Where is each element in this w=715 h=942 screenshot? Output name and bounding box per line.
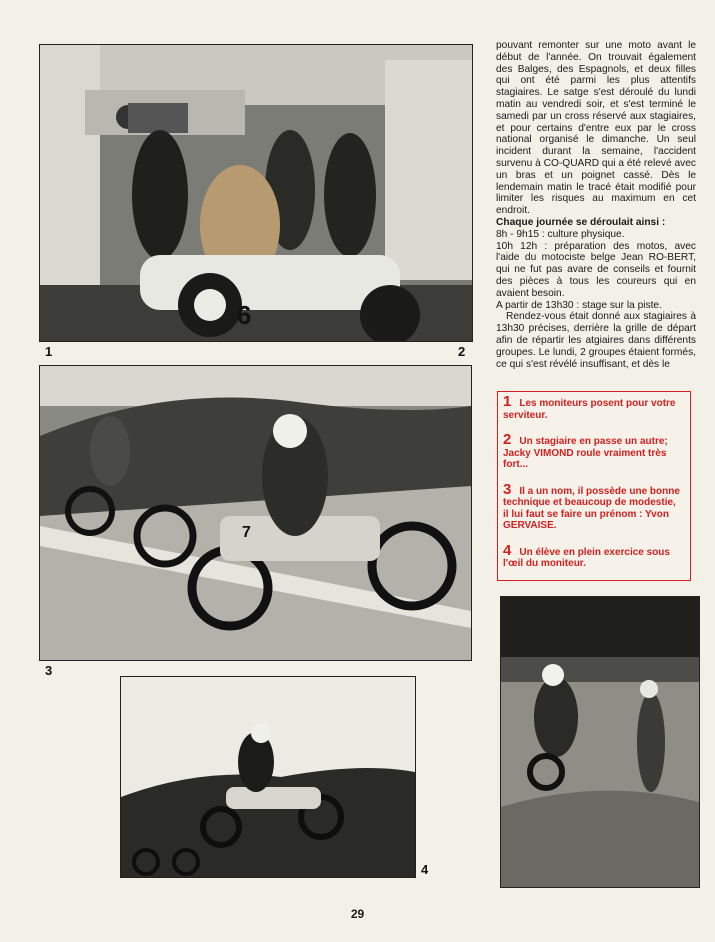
schedule-line-1: 8h - 9h15 : culture physique. <box>496 228 625 240</box>
bike-number-7: 7 <box>242 524 251 541</box>
photo-label-4: 4 <box>421 862 429 877</box>
caption-3 <box>503 480 684 532</box>
caption-2-text: Un stagiaire en passe un autre; Jacky VIMOND roule vraiment très fort... <box>503 436 668 470</box>
faded-header <box>170 4 530 22</box>
schedule-heading: Chaque journée se déroulait ainsi : <box>496 216 666 228</box>
photo-student-art <box>501 597 699 887</box>
photo-overtake-art <box>40 366 471 660</box>
photo-label-3: 3 <box>45 663 53 678</box>
caption-1-number: 1 <box>503 393 512 410</box>
caption-4-text: Un élève en plein exercice sous l'œil du moniteur. <box>503 546 670 569</box>
page-number: 29 <box>350 907 365 921</box>
caption-4 <box>503 541 684 570</box>
photo-jump <box>120 676 416 878</box>
photo-student <box>500 596 700 888</box>
captions-box <box>497 391 691 581</box>
schedule-line-3: A partir de 13h30 : stage sur la piste. <box>496 299 662 311</box>
bike-number-6: 6 <box>237 300 252 330</box>
photo-instructors-art <box>40 45 472 341</box>
photo-label-2: 2 <box>458 344 466 359</box>
article-para-2: Rendez-vous était donné aux stagiaires à 13h30 précises, derrière la grille de départ afin de répartir les atgiaires dans différents groupes. Le lundi, 2 groupes étaient formés, ce qui s'est révélé insuffisant, et dès le <box>496 311 696 370</box>
article-text <box>496 40 696 370</box>
caption-2-number: 2 <box>503 431 512 448</box>
photo-label-1: 1 <box>45 344 53 359</box>
caption-1-text: Les moniteurs posent pour votre serviteur. <box>503 398 676 421</box>
caption-3-text: Il a un nom, il possède une bonne technique et beaucoup de modestie, il lui faut se faire un prénom : Yvon GERVAISE. <box>503 485 680 531</box>
schedule-line-2: 10h 12h : préparation des motos, avec l'aide du motociste belge Jean RO-BERT, qui ne fut pas avare de conseils et fournit des pièces à tous les coureurs qui en avaient besoin. <box>496 240 696 299</box>
photo-jump-art <box>121 677 415 877</box>
caption-1 <box>503 393 684 421</box>
caption-3-number: 3 <box>503 480 512 498</box>
caption-4-number: 4 <box>503 541 512 559</box>
photo-instructors <box>39 44 473 342</box>
article-para-1: pouvant remonter sur une moto avant le début de l'année. On trouvait également des Balges, des Espagnols, et deux filles qui ont été parmi les plus attentifs stagiaires. Le satge s'est déroulé du lundi matin au vendredi soir, et s'est terminé le samedi par un cross réservé aux stagiaires, et pour certains d'entre eux par le cross national organisé le dimanche. Un seul incident durant la semaine, l'accident survenu à CO-QUARD qui a été relevé avec un bras et un poignet cassé. Dès le lendemain matin le tracé était modifié pour limiter les risques au maximum en cet endroit. <box>496 40 696 217</box>
photo-overtake <box>39 365 472 661</box>
caption-2 <box>503 431 684 471</box>
